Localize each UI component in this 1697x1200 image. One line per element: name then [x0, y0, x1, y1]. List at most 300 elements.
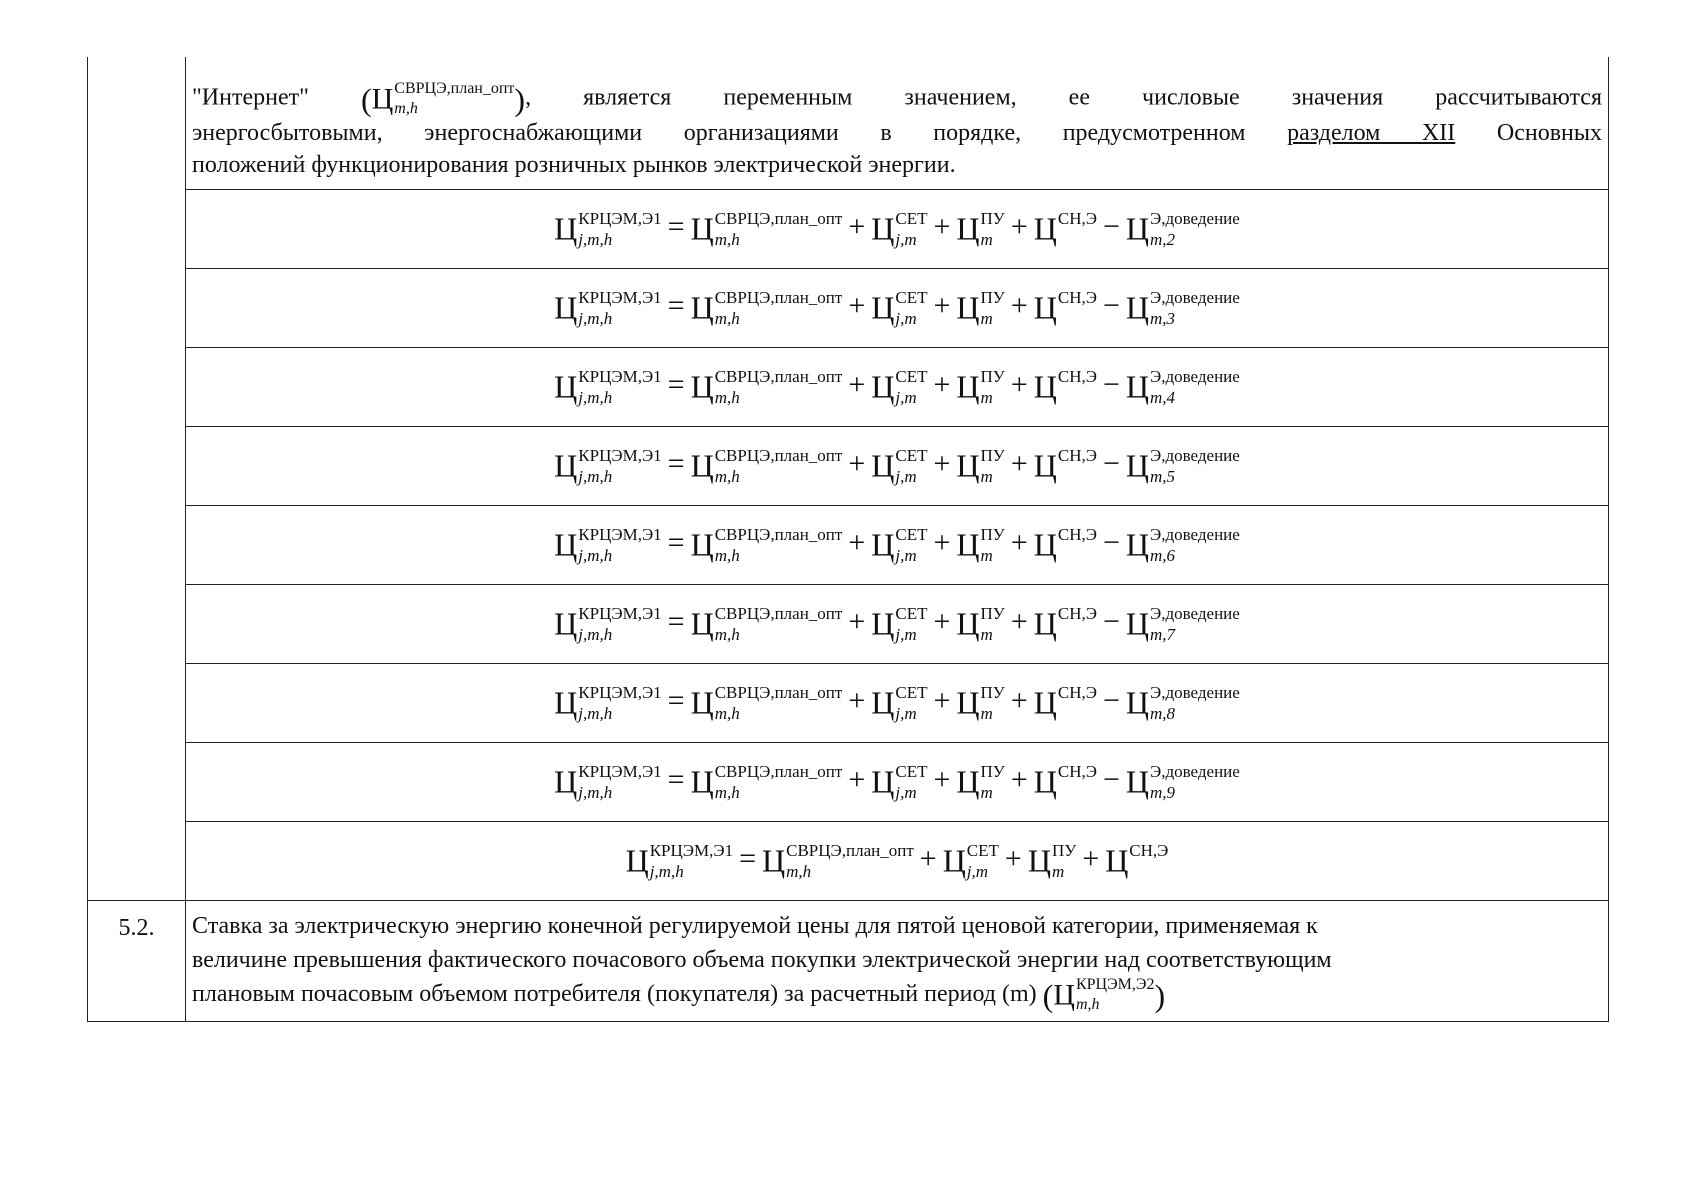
- price-svr-symbol: [762, 841, 914, 882]
- symbol-sup: СЕТ: [895, 367, 928, 387]
- symbol-sup: ПУ: [980, 209, 1005, 229]
- symbol-sub: j,m: [895, 467, 917, 487]
- symbol-sub: j,m: [895, 625, 917, 645]
- symbol-indices: [1052, 842, 1076, 880]
- intro-text-cell: [186, 57, 1609, 190]
- operator: +: [933, 446, 951, 480]
- price-svr-symbol: [690, 762, 843, 803]
- operator: +: [933, 288, 951, 322]
- operator: =: [667, 683, 685, 717]
- price-svr-symbol: [690, 367, 843, 408]
- symbol-base: Ц: [1033, 210, 1057, 247]
- price-set-symbol: [871, 604, 928, 645]
- section-line-3: плановым почасовым объемом потребителя (покупателя) за расчетный период (m): [192, 981, 1037, 1007]
- symbol-sup: СН,Э: [1057, 683, 1097, 703]
- symbol-sup: ПУ: [980, 604, 1005, 624]
- price-krc-symbol: [554, 762, 662, 803]
- intro-line-1: [192, 81, 1602, 117]
- operator: +: [1010, 367, 1028, 401]
- price-pu-symbol: [956, 446, 1005, 487]
- price-sn-symbol: [1033, 288, 1097, 326]
- formula-row: [88, 348, 1609, 427]
- symbol-indices: [715, 368, 843, 406]
- symbol-base: Ц: [956, 526, 980, 563]
- symbol-sub: j,m,h: [578, 704, 613, 724]
- symbol-sub: [1058, 705, 1097, 722]
- symbol-indices: [715, 526, 843, 564]
- symbol-sub: m,2: [1150, 230, 1176, 250]
- symbol-indices: [1150, 763, 1240, 801]
- symbol-indices: [981, 447, 1005, 485]
- price-krc-symbol: [554, 525, 662, 566]
- symbol-sub: m: [980, 388, 993, 408]
- symbol-sub: m,h: [714, 467, 740, 487]
- intro-line-2-end: Основных: [1496, 120, 1603, 146]
- open-paren: (: [360, 81, 372, 117]
- symbol-sub: m: [980, 625, 993, 645]
- symbol-sub: m,h: [1075, 996, 1100, 1014]
- operator: +: [933, 209, 951, 243]
- symbol-sup: КРЦЭМ,Э1: [578, 762, 662, 782]
- symbol-sub: [1058, 547, 1097, 564]
- symbol-sub: m: [980, 783, 993, 803]
- symbol-sub: j,m: [895, 704, 917, 724]
- symbol-sup: КРЦЭМ,Э1: [578, 288, 662, 308]
- symbol-sup: СН,Э: [1057, 288, 1097, 308]
- operator: −: [1102, 604, 1120, 638]
- symbol-sub: m,h: [714, 783, 740, 803]
- section-line-2: величине превышения фактического почасового объема покупки электрической энергии над соответствующим: [192, 947, 1332, 973]
- symbol-indices: [578, 763, 661, 801]
- formula-row: [88, 506, 1609, 585]
- symbol-sup: СН,Э: [1129, 841, 1169, 861]
- price-sn-symbol: [1033, 604, 1097, 642]
- price-set-symbol: [871, 288, 928, 329]
- price-pu-symbol: [956, 762, 1005, 803]
- operator: +: [933, 683, 951, 717]
- symbol-base: Ц: [956, 605, 980, 642]
- formula-row-base: [88, 822, 1609, 901]
- price-pu-symbol: [956, 209, 1005, 250]
- operator: +: [933, 762, 951, 796]
- symbol-base: Ц: [1033, 763, 1057, 800]
- intro-line-2: [192, 117, 1602, 149]
- operator: =: [667, 604, 685, 638]
- symbol-sub: [1058, 310, 1097, 327]
- operator: +: [848, 604, 866, 638]
- symbol-base: Ц: [1125, 289, 1149, 326]
- intro-inline-formula: [360, 80, 526, 117]
- symbol-sub: m,h: [714, 704, 740, 724]
- symbol-base: Ц: [554, 210, 578, 247]
- operator: =: [667, 762, 685, 796]
- section-xii-link[interactable]: разделом XII: [1287, 120, 1456, 146]
- operator: −: [1102, 446, 1120, 480]
- symbol-base: Ц: [1027, 842, 1051, 879]
- price-dov-symbol: [1125, 683, 1240, 724]
- operator: −: [1102, 209, 1120, 243]
- symbol-sup: СВРЦЭ,план_опт: [714, 683, 843, 703]
- symbol-indices: [715, 684, 843, 722]
- intro-row: [88, 57, 1609, 190]
- operator: +: [1010, 288, 1028, 322]
- symbol-sub: m,9: [1150, 783, 1176, 803]
- symbol-indices: [1150, 526, 1240, 564]
- symbol-base: Ц: [1125, 368, 1149, 405]
- price-svr-symbol: [690, 683, 843, 724]
- operator: =: [667, 209, 685, 243]
- symbol-indices: [1058, 763, 1097, 801]
- symbol-indices: [1058, 526, 1097, 564]
- price-svr-symbol: [690, 446, 843, 487]
- symbol-sup: КРЦЭМ,Э1: [578, 525, 662, 545]
- operator: +: [933, 525, 951, 559]
- section-number-text: 5.2.: [118, 915, 155, 941]
- symbol-sub: m,h: [714, 546, 740, 566]
- symbol-indices: [1076, 977, 1154, 1013]
- operator: =: [667, 525, 685, 559]
- price-set-symbol: [942, 841, 999, 882]
- price-set-symbol: [871, 367, 928, 408]
- symbol-base: Ц: [871, 447, 895, 484]
- symbol-sup: СВРЦЭ,план_опт: [714, 367, 843, 387]
- symbol-sup: СН,Э: [1057, 525, 1097, 545]
- symbol-base: Ц: [1033, 447, 1057, 484]
- symbol-base: Ц: [1125, 605, 1149, 642]
- intro-paragraph: [192, 81, 1602, 181]
- symbol-indices: [895, 368, 927, 406]
- symbol-indices: [1058, 605, 1097, 643]
- symbol-sub: m: [980, 230, 993, 250]
- symbol-sub: m: [980, 546, 993, 566]
- intro-number-cell: [88, 57, 186, 901]
- symbol-sup: Э,доведение: [1150, 446, 1240, 466]
- symbol-indices: [967, 842, 999, 880]
- symbol-indices: [578, 368, 661, 406]
- symbol-indices: [1058, 368, 1097, 406]
- symbol-base: Ц: [690, 210, 714, 247]
- operator: −: [1102, 525, 1120, 559]
- symbol-sup: ПУ: [980, 288, 1005, 308]
- symbol-sub: m,4: [1150, 388, 1176, 408]
- symbol-base: Ц: [1033, 684, 1057, 721]
- symbol-sub: j,m: [895, 783, 917, 803]
- symbol-sup: СВРЦЭ,план_опт: [714, 762, 843, 782]
- symbol-sup: КРЦЭМ,Э1: [578, 683, 662, 703]
- symbol-sub: [1129, 863, 1168, 880]
- symbol-indices: [1129, 842, 1168, 880]
- symbol-sub: m,h: [714, 230, 740, 250]
- symbol-sup: СН,Э: [1057, 446, 1097, 466]
- symbol-base: Ц: [956, 289, 980, 326]
- symbol-sub: [1058, 231, 1097, 248]
- intro-quoted-word: "Интернет": [192, 84, 309, 111]
- symbol-sub: j,m,h: [578, 783, 613, 803]
- symbol-sup: СЕТ: [895, 604, 928, 624]
- symbol-indices: [981, 210, 1005, 248]
- symbol-base: Ц: [1125, 684, 1149, 721]
- tariff-table: [87, 57, 1609, 1022]
- operator: +: [1010, 525, 1028, 559]
- symbol-base: Ц: [1125, 210, 1149, 247]
- symbol-indices: [650, 842, 733, 880]
- symbol-base: Ц: [871, 763, 895, 800]
- symbol-base: Ц: [690, 526, 714, 563]
- symbol-sup: КРЦЭМ,Э1: [578, 209, 662, 229]
- symbol-base: Ц: [554, 684, 578, 721]
- symbol-sup: Э,доведение: [1150, 525, 1240, 545]
- symbol-base: Ц: [1125, 763, 1149, 800]
- symbol-sup: СЕТ: [895, 762, 928, 782]
- symbol-indices: [981, 289, 1005, 327]
- symbol-sup: КРЦЭМ,Э1: [578, 367, 662, 387]
- symbol-indices: [786, 842, 914, 880]
- operator: +: [848, 525, 866, 559]
- symbol-base: Ц: [871, 684, 895, 721]
- price-krc-symbol: [554, 446, 662, 487]
- symbol-sub: m,5: [1150, 467, 1176, 487]
- symbol-sup: КРЦЭМ,Э1: [578, 446, 662, 466]
- symbol-base: Ц: [554, 526, 578, 563]
- symbol-indices: [578, 526, 661, 564]
- symbol-base: Ц: [871, 526, 895, 563]
- section-line-1: Ставка за электрическую энергию конечной регулируемой цены для пятой ценовой категории, применяемая к: [192, 913, 1318, 939]
- price-krc-symbol: [554, 683, 662, 724]
- formula-cell: [186, 743, 1609, 822]
- symbol-base: Ц: [956, 447, 980, 484]
- symbol-indices: [1150, 447, 1240, 485]
- symbol-indices: [1150, 210, 1240, 248]
- symbol-sup: Э,доведение: [1150, 367, 1240, 387]
- symbol-sub: m: [980, 467, 993, 487]
- symbol-sub: j,m: [895, 230, 917, 250]
- price-krc-symbol: [554, 209, 662, 250]
- formula-cell: [186, 348, 1609, 427]
- price-dov-symbol: [1125, 288, 1240, 329]
- section-line-3-wrap: [192, 977, 1602, 1013]
- symbol-sub: j,m: [895, 309, 917, 329]
- symbol-indices: [1058, 289, 1097, 327]
- price-pu-symbol: [956, 683, 1005, 724]
- symbol-base: Ц: [956, 210, 980, 247]
- symbol-indices: [715, 605, 843, 643]
- formula-cell: [186, 664, 1609, 743]
- operator: −: [1102, 367, 1120, 401]
- formula-row: [88, 427, 1609, 506]
- price-sn-symbol: [1033, 367, 1097, 405]
- symbol-sub: m,6: [1150, 546, 1176, 566]
- symbol-sub: j,m: [895, 546, 917, 566]
- operator: =: [739, 841, 757, 875]
- symbol-sub: m,h: [786, 862, 812, 882]
- operator: +: [1082, 841, 1100, 875]
- price-svr-symbol: [690, 288, 843, 329]
- intro-line-1-suffix: , является переменным значением, ее числовые значения рассчитываются: [525, 84, 1602, 111]
- operator: +: [848, 683, 866, 717]
- symbol-base: Ц: [1033, 368, 1057, 405]
- symbol-indices: [578, 605, 661, 643]
- symbol-sup: СВРЦЭ,план_опт: [714, 209, 843, 229]
- symbol-base: Ц: [1053, 978, 1075, 1012]
- price-dov-symbol: [1125, 209, 1240, 250]
- formula-cell: [186, 190, 1609, 269]
- symbol-base: Ц: [956, 368, 980, 405]
- symbol-indices: [715, 210, 843, 248]
- symbol-base: Ц: [554, 763, 578, 800]
- symbol-sub: [1058, 389, 1097, 406]
- symbol-indices: [895, 447, 927, 485]
- operator: −: [1102, 683, 1120, 717]
- symbol-sup: СВРЦЭ,план_опт: [394, 80, 515, 97]
- symbol-indices: [715, 763, 843, 801]
- price-sn-symbol: [1033, 209, 1097, 247]
- symbol-indices: [715, 447, 843, 485]
- symbol-base: Ц: [554, 605, 578, 642]
- symbol-base: Ц: [690, 368, 714, 405]
- symbol-sup: СЕТ: [895, 209, 928, 229]
- price-krc-symbol: [554, 288, 662, 329]
- price-dov-symbol: [1125, 525, 1240, 566]
- symbol-indices: [1058, 684, 1097, 722]
- symbol-sup: КРЦЭМ,Э1: [649, 841, 734, 861]
- price-dov-symbol: [1125, 762, 1240, 803]
- symbol-base: Ц: [554, 447, 578, 484]
- operator: +: [1010, 446, 1028, 480]
- formula-row: [88, 743, 1609, 822]
- symbol-base: Ц: [1105, 842, 1129, 879]
- symbol-sub: m: [980, 704, 993, 724]
- symbol-base: Ц: [871, 289, 895, 326]
- symbol-indices: [578, 210, 661, 248]
- symbol-indices: [895, 605, 927, 643]
- symbol-sup: ПУ: [980, 446, 1005, 466]
- symbol-sup: СВРЦЭ,план_опт: [714, 446, 843, 466]
- operator: +: [848, 367, 866, 401]
- symbol-sup: Э,доведение: [1150, 209, 1240, 229]
- symbol-indices: [1150, 368, 1240, 406]
- operator: +: [1010, 209, 1028, 243]
- symbol-sub: m,8: [1150, 704, 1176, 724]
- symbol-sup: ПУ: [980, 367, 1005, 387]
- symbol-sup: Э,доведение: [1150, 762, 1240, 782]
- price-set-symbol: [871, 683, 928, 724]
- operator: =: [667, 367, 685, 401]
- symbol-indices: [1150, 684, 1240, 722]
- formula-cell: [186, 506, 1609, 585]
- symbol-sub: m,h: [714, 388, 740, 408]
- symbol-indices: [895, 684, 927, 722]
- price-set-symbol: [871, 209, 928, 250]
- symbol-sub: m,h: [394, 100, 418, 117]
- operator: =: [667, 446, 685, 480]
- operator: +: [848, 288, 866, 322]
- symbol-sub: m,h: [714, 625, 740, 645]
- symbol-base: Ц: [871, 368, 895, 405]
- price-dov-symbol: [1125, 446, 1240, 487]
- symbol-sup: КРЦЭМ,Э1: [578, 604, 662, 624]
- symbol-sup: СЕТ: [895, 525, 928, 545]
- symbol-indices: [895, 526, 927, 564]
- price-krc-symbol: [554, 367, 662, 408]
- symbol-sup: СВРЦЭ,план_опт: [714, 525, 843, 545]
- operator: −: [1102, 762, 1120, 796]
- operator: −: [1102, 288, 1120, 322]
- symbol-sup: СН,Э: [1057, 367, 1097, 387]
- symbol-base: Ц: [956, 763, 980, 800]
- symbol-sup: Э,доведение: [1150, 288, 1240, 308]
- operator: +: [919, 841, 937, 875]
- symbol-base: Ц: [956, 684, 980, 721]
- symbol-indices: [981, 605, 1005, 643]
- symbol-sup: СН,Э: [1057, 762, 1097, 782]
- symbol-indices: [895, 210, 927, 248]
- symbol-sup: СЕТ: [895, 683, 928, 703]
- section-inline-formula: [1042, 976, 1166, 1014]
- price-sn-symbol: [1033, 446, 1097, 484]
- symbol-base: Ц: [690, 684, 714, 721]
- symbol-indices: [578, 447, 661, 485]
- price-svr-symbol: [690, 209, 843, 250]
- symbol-sub: m: [980, 309, 993, 329]
- formula-row: [88, 664, 1609, 743]
- symbol-sup: СН,Э: [1057, 209, 1097, 229]
- symbol-sub: m,h: [714, 309, 740, 329]
- intro-line-2-text: энергосбытовыми, энергоснабжающими организациями в порядке, предусмотренном: [192, 120, 1246, 146]
- symbol-sub: j,m,h: [649, 862, 684, 882]
- price-krc-symbol: [625, 841, 734, 882]
- symbol-sup: ПУ: [980, 683, 1005, 703]
- symbol-sup: СЕТ: [895, 446, 928, 466]
- open-paren: (: [1042, 977, 1054, 1014]
- operator: +: [1004, 841, 1022, 875]
- operator: +: [1010, 683, 1028, 717]
- symbol-indices: [895, 289, 927, 327]
- formula-cell-base: [186, 822, 1609, 901]
- symbol-base: Ц: [1033, 605, 1057, 642]
- operator: +: [848, 209, 866, 243]
- symbol-indices: [981, 368, 1005, 406]
- symbol-sub: j,m: [966, 862, 989, 882]
- operator: =: [667, 288, 685, 322]
- symbol-base: Ц: [1125, 526, 1149, 563]
- section-number: [88, 901, 186, 1022]
- symbol-sub: m,7: [1150, 625, 1176, 645]
- symbol-base: Ц: [871, 210, 895, 247]
- formula-cell: [186, 427, 1609, 506]
- symbol-sub: j,m,h: [578, 625, 613, 645]
- symbol-indices: [1058, 210, 1097, 248]
- price-pu-symbol: [956, 288, 1005, 329]
- symbol-base: Ц: [690, 763, 714, 800]
- symbol-sup: КРЦЭМ,Э2: [1075, 976, 1155, 994]
- price-pu-symbol: [956, 604, 1005, 645]
- symbol-base: Ц: [690, 447, 714, 484]
- symbol-sup: СВРЦЭ,план_опт: [786, 841, 914, 861]
- symbol-sub: j,m,h: [578, 388, 613, 408]
- operator: +: [1010, 762, 1028, 796]
- price-sn-symbol: [1033, 525, 1097, 563]
- symbol-sub: j,m,h: [578, 309, 613, 329]
- symbol-sub: j,m,h: [578, 230, 613, 250]
- price-svr-symbol: [690, 525, 843, 566]
- symbol-sub: [1058, 784, 1097, 801]
- symbol-base: Ц: [625, 842, 649, 879]
- symbol-sup: СЕТ: [895, 288, 928, 308]
- symbol-sup: Э,доведение: [1150, 604, 1240, 624]
- symbol-sup: ПУ: [1051, 841, 1077, 861]
- symbol-sub: [1058, 626, 1097, 643]
- symbol-base: Ц: [871, 605, 895, 642]
